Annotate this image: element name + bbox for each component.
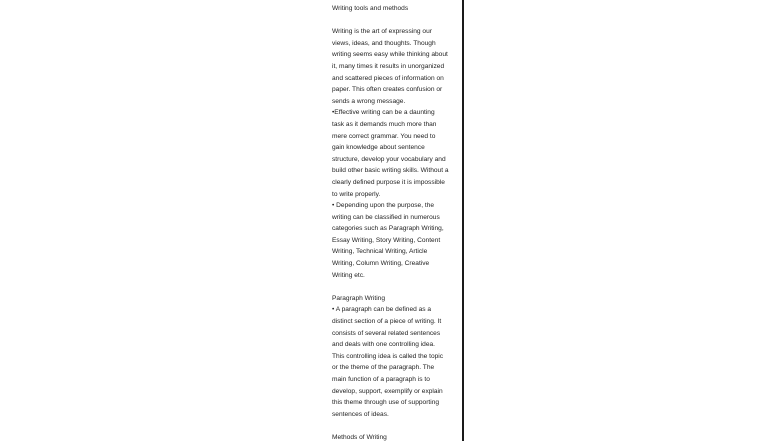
text-line: writing seems easy while thinking about	[332, 51, 448, 59]
text-line: paper. This often creates confusion or	[332, 86, 443, 94]
text-line: and deals with one controlling idea.	[332, 341, 436, 349]
text-line: develop, support, exemplify or explain	[332, 387, 443, 395]
text-line: categories such as Paragraph Writing,	[332, 225, 444, 233]
text-line: task as it demands much more than	[332, 120, 437, 128]
text-line: mere correct grammar. You need to	[332, 132, 436, 140]
text-line: and scattered pieces of information on	[332, 74, 444, 82]
spacer	[332, 15, 456, 27]
text-line: •Effective writing can be a daunting	[332, 109, 435, 117]
document-heading: Writing tools and methods	[332, 5, 409, 12]
page-divider	[462, 0, 464, 441]
text-line: Writing, Technical Writing, Article	[332, 248, 428, 256]
text-line: build other basic writing skills. Without a	[332, 167, 449, 175]
text-line: structure, develop your vocabulary and	[332, 155, 446, 163]
text-line: Writing etc.	[332, 271, 365, 279]
section-heading-methods-of-writing: Methods of Writing	[332, 433, 387, 441]
text-line: sends a wrong message.	[332, 97, 406, 105]
document-text	[332, 3, 456, 441]
text-line: or the theme of the paragraph. The	[332, 364, 435, 372]
text-line: Writing, Column Writing, Creative	[332, 260, 430, 268]
text-line: distinct section of a piece of writing. It	[332, 318, 442, 326]
text-line: clearly defined purpose it is impossible	[332, 178, 445, 186]
text-line: consists of several related sentences	[332, 329, 441, 337]
text-line: • Depending upon the purpose, the	[332, 202, 435, 210]
text-line: writing can be classified in numerous	[332, 213, 440, 221]
text-line: it, many times it results in unorganized	[332, 62, 445, 70]
text-line: This controlling idea is called the topic	[332, 352, 444, 360]
section-heading-paragraph-writing: Paragraph Writing	[332, 294, 386, 302]
text-line: Writing is the art of expressing our	[332, 28, 432, 36]
spacer	[332, 281, 456, 293]
text-line: gain knowledge about sentence	[332, 144, 425, 152]
text-line: this theme through use of supporting	[332, 399, 440, 407]
text-line: Essay Writing, Story Writing, Content	[332, 236, 441, 244]
text-line: main function of a paragraph is to	[332, 376, 430, 383]
text-line: sentences of ideas.	[332, 410, 389, 418]
text-line: • A paragraph can be defined as a	[332, 306, 432, 314]
text-line: views, ideas, and thoughts. Though	[332, 39, 436, 47]
spacer	[332, 420, 456, 432]
text-line: to write properly.	[332, 190, 381, 198]
